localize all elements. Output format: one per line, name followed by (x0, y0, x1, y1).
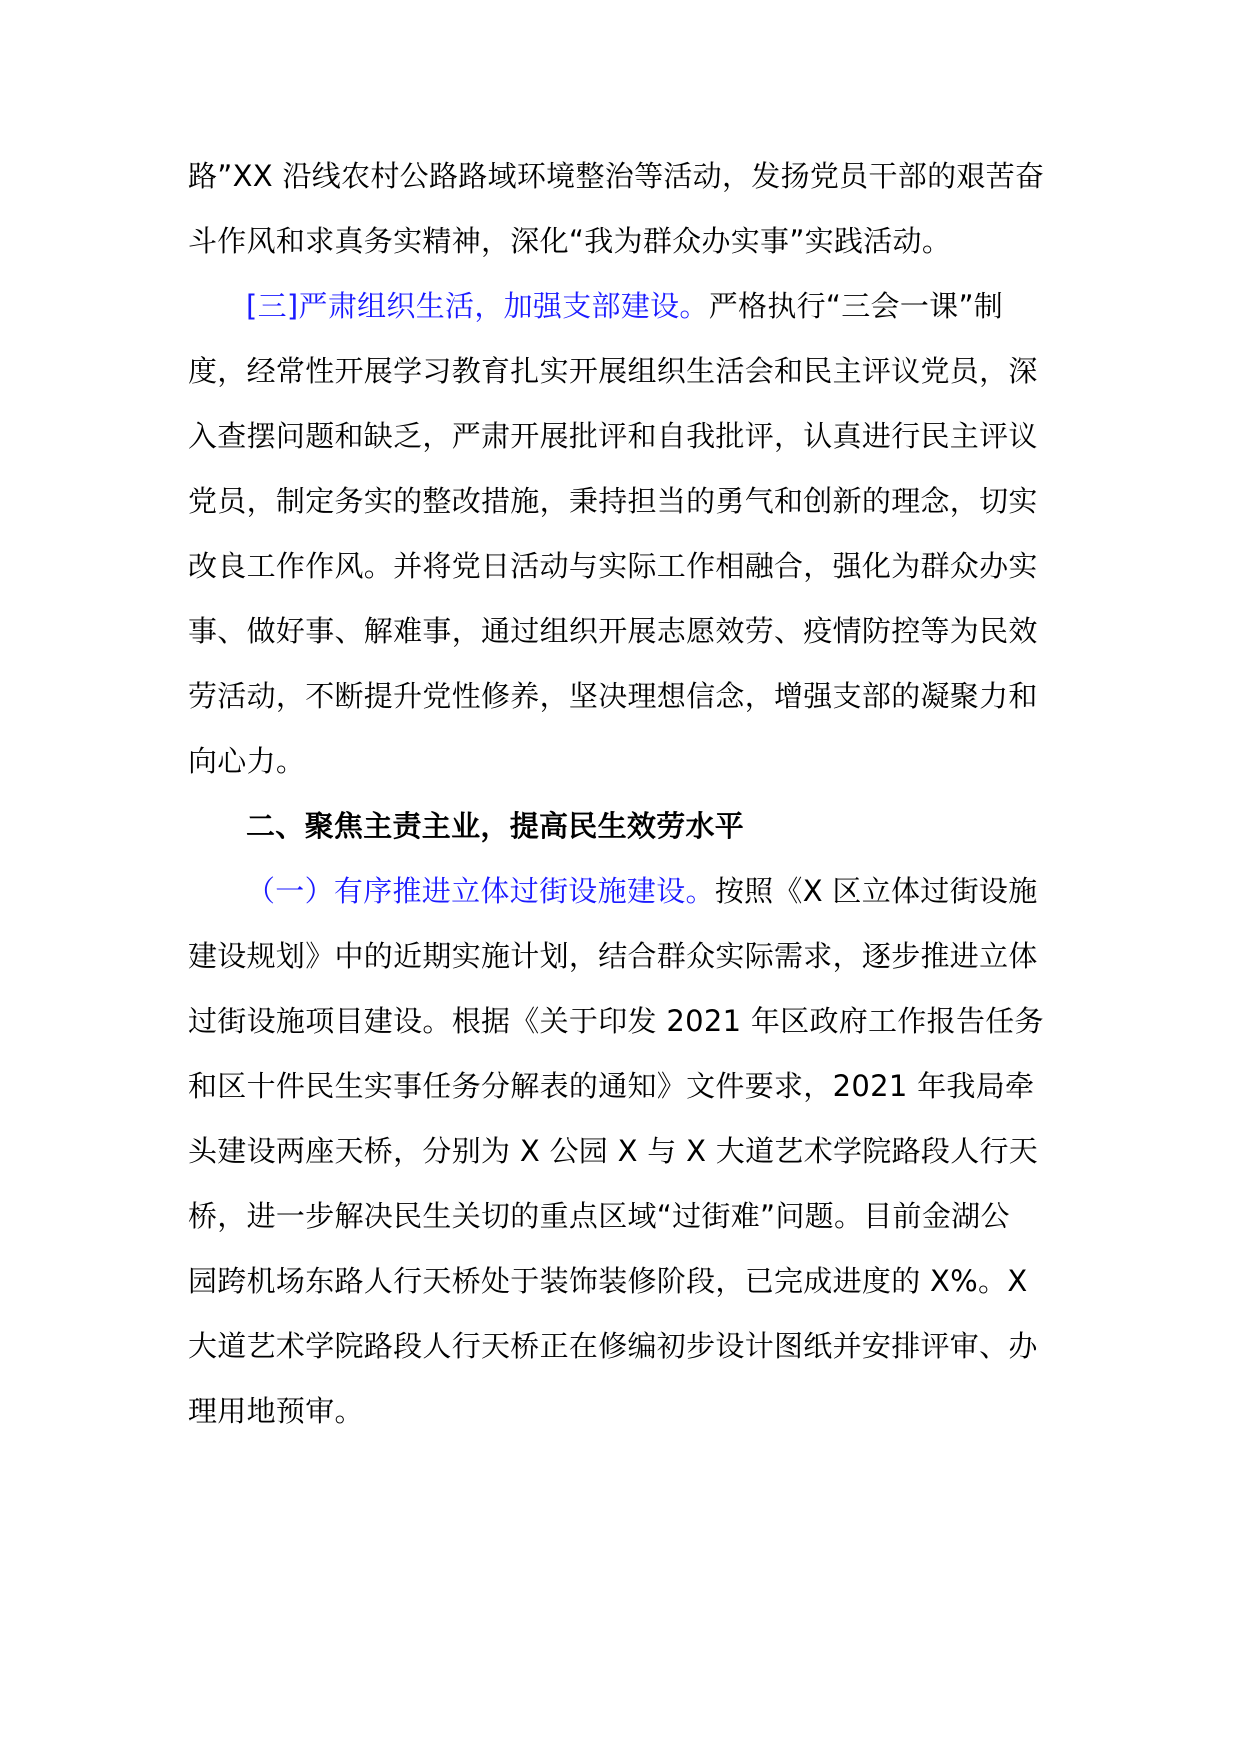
text-line: 劳活动，不断提升党性修养，坚决理想信念，增强支部的凝聚力和 (188, 679, 1038, 713)
text-line: 度，经常性开展学习教育扎实开展组织生活会和民主评议党员，深 (188, 354, 1038, 388)
text-line: 斗作风和求真务实精神，深化“我为群众办实事”实践活动。 (188, 224, 952, 258)
text-line: 党员，制定务实的整改措施，秉持担当的勇气和创新的理念，切实 (188, 484, 1038, 518)
text-line: 过街设施项目建设。根据《关于印发 2021 年区政府工作报告任务 (188, 1004, 1044, 1038)
text-line: 向心力。 (188, 744, 306, 778)
text-line: 大道艺术学院路段人行天桥正在修编初步设计图纸并安排评审、办 (188, 1329, 1038, 1363)
text-line: 理用地预审。 (188, 1394, 364, 1428)
text-line: 建设规划》中的近期实施计划，结合群众实际需求，逐步推进立体 (188, 939, 1038, 973)
text-line: 桥，进一步解决民生关切的重点区域“过街难”问题。目前金湖公 (188, 1199, 1010, 1233)
text-line: 入查摆问题和缺乏，严肃开展批评和自我批评，认真进行民主评议 (188, 419, 1038, 453)
paragraph-overpass-construction (188, 859, 1058, 1444)
section-heading: 二、聚焦主责主业，提高民生效劳水平 (246, 809, 745, 843)
text-line: 事、做好事、解难事，通过组织开展志愿效劳、疫情防控等为民效 (188, 614, 1038, 648)
paragraph-first-line (188, 274, 1058, 339)
text-line: 和区十件民生实事任务分解表的通知》文件要求，2021 年我局牵 (188, 1069, 1035, 1103)
section-lead-blue: （一）有序推进立体过街设施建设。 (246, 874, 715, 908)
document-body (188, 144, 1058, 1444)
text-line: 路”XX 沿线农村公路路域环境整治等活动，发扬党员干部的艰苦奋 (188, 159, 1045, 193)
text-line: 园跨机场东路人行天桥处于装饰装修阶段，已完成进度的 X%。X (188, 1264, 1028, 1298)
text-span: 按照《X 区立体过街设施 (714, 874, 1038, 908)
text-line: 改良工作作风。并将党日活动与实际工作相融合，强化为群众办实 (188, 549, 1038, 583)
paragraph-organization-life (188, 274, 1058, 794)
section-lead-blue: [三]严肃组织生活，加强支部建设。 (246, 289, 709, 323)
paragraph-first-line (188, 859, 1058, 924)
text-span: 严格执行“三会一课”制 (708, 289, 1004, 323)
paragraph-continuation (188, 144, 1058, 274)
text-line: 头建设两座天桥，分别为 X 公园 X 与 X 大道艺术学院路段人行天 (188, 1134, 1039, 1168)
